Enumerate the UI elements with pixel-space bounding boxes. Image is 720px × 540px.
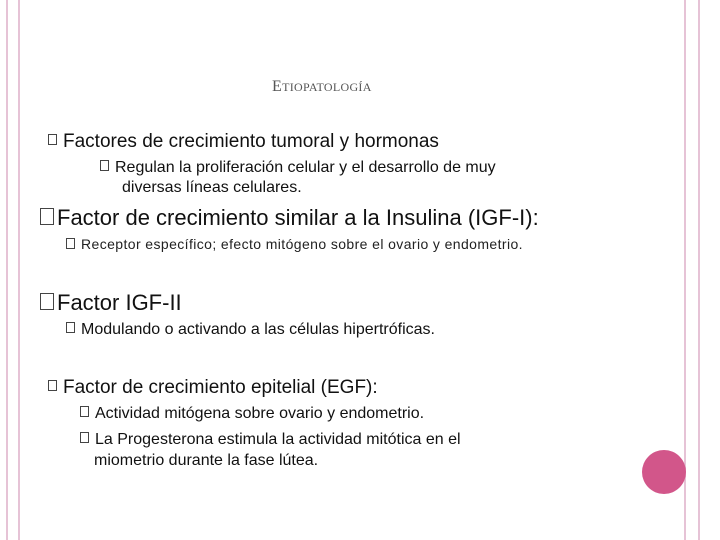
bullet-box-icon [66,322,75,333]
slide-title-initial: E [272,78,283,95]
bullet-text: Actividad mitógena sobre ovario y endometrio. [95,405,425,422]
bullet-box-icon [80,406,89,417]
bullet-text: Factor IGF-II [57,290,182,315]
bullet-text: La Progesterona estimula la actividad mitótica en el [95,431,461,448]
bullet-text: Modulando o activando a las células hipertróficas. [81,321,435,338]
bullet-igf-ii [40,290,182,316]
right-frame-border [684,0,700,540]
bullet-box-icon [100,160,109,171]
left-frame-border [6,0,20,540]
bullet-box-icon [48,380,57,391]
sub-bullet-progesterona [80,431,461,449]
sub-bullet-progesterona-cont [94,452,318,470]
sub-bullet-modulando [66,321,435,339]
bullet-text: Factor de crecimiento similar a la Insulina (IGF-I): [57,205,539,230]
bullet-text: miometrio durante la fase lútea. [94,452,319,469]
slide-title-rest: TIOPATOLOGÍA [282,80,372,94]
bullet-box-icon [40,293,54,310]
bullet-box-icon [40,208,54,225]
sub-bullet-regulan [100,159,496,177]
bullet-igf-i [40,205,539,231]
decorative-circle [642,450,686,494]
slide-title [272,78,372,96]
bullet-text: diversas líneas celulares. [122,179,302,196]
sub-bullet-actividad [80,405,424,423]
sub-bullet-receptor [66,236,523,252]
sub-bullet-regulan-cont [122,179,302,197]
bullet-box-icon [48,134,57,145]
bullet-box-icon [66,238,75,249]
bullet-egf [48,377,378,399]
bullet-text: Factores de crecimiento tumoral y hormonas [63,131,439,152]
bullet-box-icon [80,432,89,443]
bullet-text: Factor de crecimiento epitelial (EGF): [63,377,378,398]
bullet-text: Regulan la proliferación celular y el desarrollo de muy [115,159,496,176]
bullet-growth-factors [48,131,439,153]
bullet-text: Receptor específico; efecto mitógeno sobre el ovario y endometrio. [81,236,523,252]
